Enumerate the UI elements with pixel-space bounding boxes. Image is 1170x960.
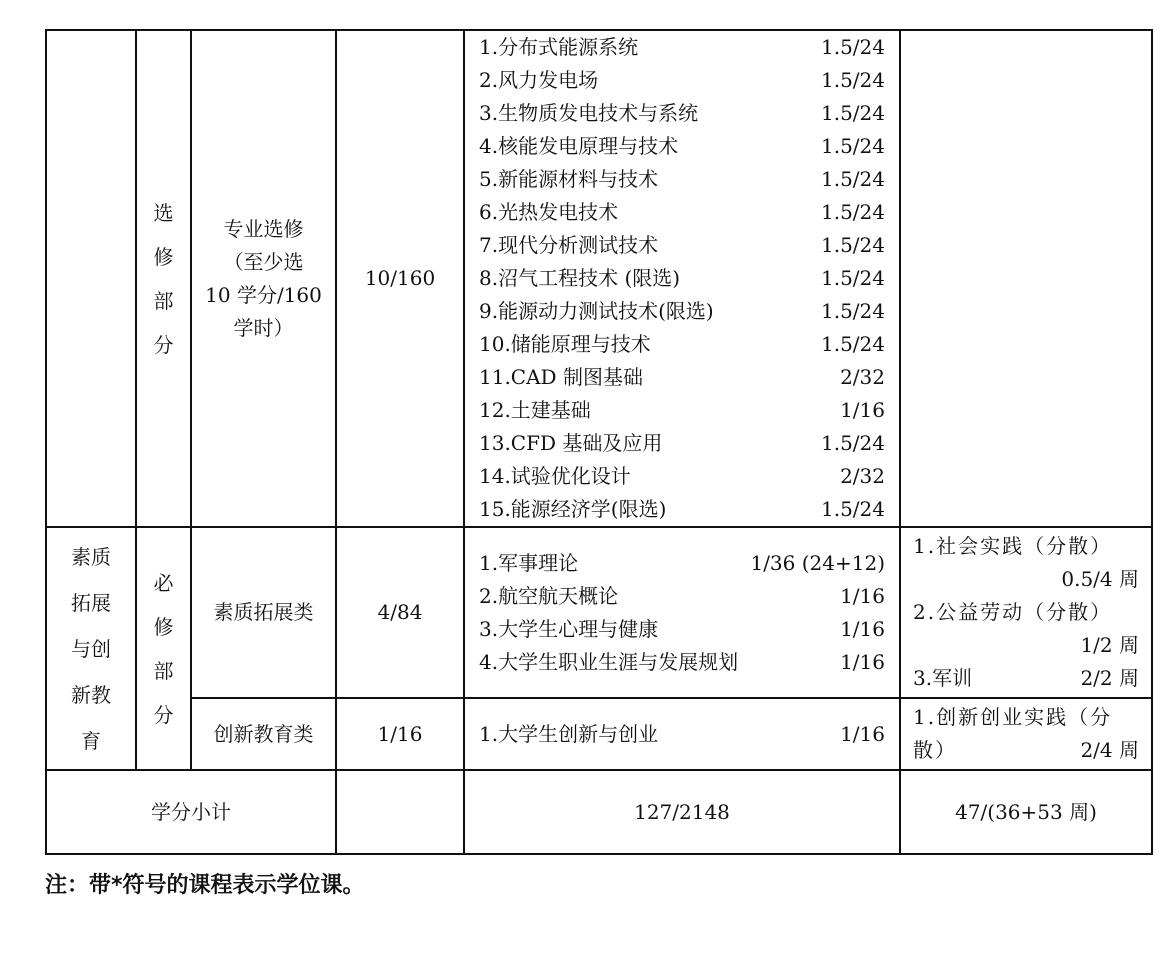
quality-group-label: 素质 拓展 与创 新教 育 xyxy=(46,527,136,770)
practice-line: 1/2 周 xyxy=(1080,633,1139,657)
suzhi-category: 素质拓展类 xyxy=(191,527,336,698)
course-row: 6.光热发电技术 1.5/24 xyxy=(479,200,885,224)
elective-course-list xyxy=(464,30,900,527)
course-row: 3.生物质发电技术与系统 1.5/24 xyxy=(479,101,885,125)
course-row: 4.核能发电原理与技术 1.5/24 xyxy=(479,134,885,158)
course-row: 7.现代分析测试技术 1.5/24 xyxy=(479,233,885,257)
practice-line: 3.军训 2/2 周 xyxy=(913,666,1139,690)
suzhi-credits: 4/84 xyxy=(336,527,464,698)
course-row: 9.能源动力测试技术(限选) 1.5/24 xyxy=(479,299,885,323)
elective-practice-cell xyxy=(900,30,1152,527)
practice-line: 2.公益劳动（分散） xyxy=(913,600,1113,624)
elective-row xyxy=(46,30,1152,527)
suzhi-course-list xyxy=(464,527,900,698)
elective-section-label: 选 修 部 分 xyxy=(136,30,191,527)
footnote: 注：带*符号的课程表示学位课。 xyxy=(45,873,365,898)
course-row: 3.大学生心理与健康 1/16 xyxy=(479,616,885,641)
course-row: 12.土建基础 1/16 xyxy=(479,398,885,422)
practice-line: 散） 2/4 周 xyxy=(913,738,1139,762)
course-row: 1.分布式能源系统 1.5/24 xyxy=(479,35,885,59)
course-row: 15.能源经济学(限选) 1.5/24 xyxy=(479,497,885,521)
chuangxin-category: 创新教育类 xyxy=(191,698,336,770)
subtotal-row xyxy=(46,770,1152,854)
course-row: 2.风力发电场 1.5/24 xyxy=(479,68,885,92)
subtotal-credits-blank xyxy=(336,770,464,854)
course-row: 8.沼气工程技术 (限选) 1.5/24 xyxy=(479,266,885,290)
course-row: 1.大学生创新与创业 1/16 xyxy=(479,721,885,746)
suzhi-practice-list xyxy=(900,527,1152,698)
subtotal-practice-total: 47/(36+53 周) xyxy=(900,770,1152,854)
course-row: 14.试验优化设计 2/32 xyxy=(479,464,885,488)
practice-line: 1.社会实践（分散） xyxy=(913,534,1113,558)
chuangxin-credits: 1/16 xyxy=(336,698,464,770)
practice-line: 0.5/4 周 xyxy=(1061,567,1139,591)
required-section-label: 必 修 部 分 xyxy=(136,527,191,770)
course-row: 4.大学生职业生涯与发展规划 1/16 xyxy=(479,649,885,674)
practice-line: 1.创新创业实践（分 xyxy=(913,705,1113,729)
course-row: 5.新能源材料与技术 1.5/24 xyxy=(479,167,885,191)
subtotal-course-total: 127/2148 xyxy=(464,770,900,854)
elective-credits: 10/160 xyxy=(336,30,464,527)
course-row: 1.军事理论 1/36 (24+12) xyxy=(479,550,885,575)
curriculum-table xyxy=(45,29,1153,855)
suzhi-row xyxy=(46,527,1152,698)
course-row: 13.CFD 基础及应用 1.5/24 xyxy=(479,431,885,455)
blank-group-cell xyxy=(46,30,136,527)
chuangxin-course-list xyxy=(464,698,900,770)
course-row: 10.储能原理与技术 1.5/24 xyxy=(479,332,885,356)
elective-category: 专业选修 （至少选 10 学分/160 学时） xyxy=(191,30,336,527)
chuangxin-row xyxy=(46,698,1152,770)
course-row: 11.CAD 制图基础 2/32 xyxy=(479,365,885,389)
subtotal-label: 学分小计 xyxy=(46,770,336,854)
course-row: 2.航空航天概论 1/16 xyxy=(479,583,885,608)
chuangxin-practice-list xyxy=(900,698,1152,770)
